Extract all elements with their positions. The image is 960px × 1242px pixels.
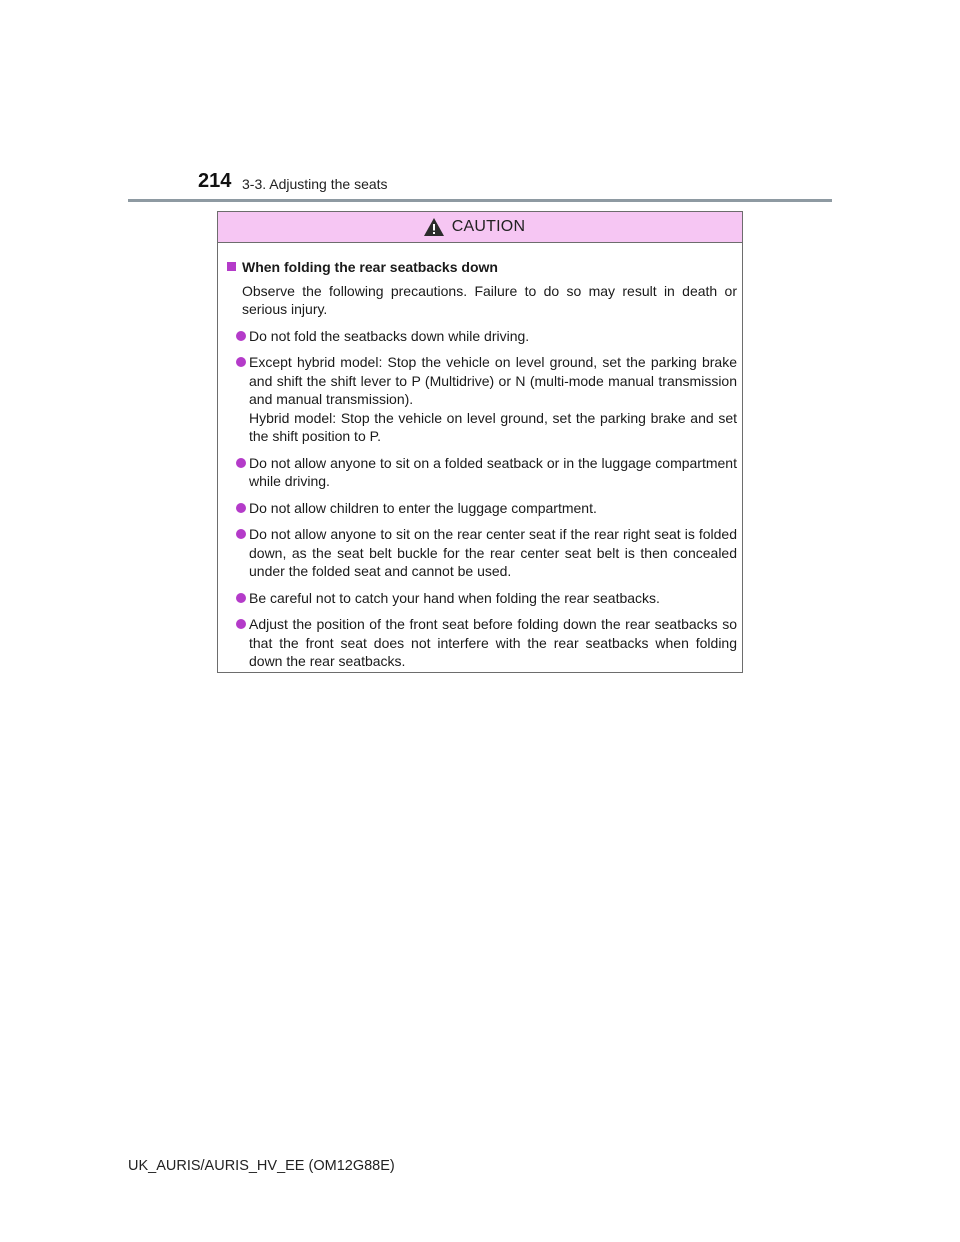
square-bullet-icon [227, 262, 236, 271]
list-item [249, 525, 737, 581]
caution-heading-text: When folding the rear seatbacks down [242, 259, 498, 275]
page-number: 214 [198, 170, 232, 192]
round-bullet-icon [236, 529, 246, 539]
section-title: 3-3. Adjusting the seats [242, 176, 388, 192]
list-item [249, 589, 737, 608]
list-item [249, 454, 737, 491]
page-header [0, 0, 960, 210]
caution-heading [242, 258, 737, 277]
document-code: UK_AURIS/AURIS_HV_EE (OM12G88E) [128, 1158, 395, 1174]
list-item-text: Do not allow children to enter the luggage compartment. [249, 499, 597, 516]
caution-intro: Observe the following precautions. Failure to do so may result in death or serious injury. [242, 282, 737, 317]
caution-body [218, 258, 742, 671]
round-bullet-icon [236, 503, 246, 513]
round-bullet-icon [236, 619, 246, 629]
list-item [249, 499, 737, 518]
round-bullet-icon [236, 458, 246, 468]
round-bullet-icon [236, 357, 246, 367]
list-item-text: Be careful not to catch your hand when folding the rear seatbacks. [249, 589, 660, 606]
round-bullet-icon [236, 593, 246, 603]
list-item [249, 353, 737, 446]
caution-box [217, 211, 743, 673]
list-item-text: Except hybrid model: Stop the vehicle on level ground, set the parking brake and shift the shift lever to P (Multidrive) or N (multi-mode manual transmission and manual transmission). Hybrid model: Stop the vehicle on level ground, set the parking brake and set the shift position to P. [249, 354, 737, 444]
header-divider [128, 199, 832, 202]
caution-header [218, 212, 742, 243]
list-item-text: Do not allow anyone to sit on the rear center seat if the rear right seat is folded down, as the seat belt buckle for the rear center seat belt is then concealed under the folded seat and cannot be used. [249, 526, 737, 579]
precaution-list [218, 327, 737, 671]
list-item [249, 327, 737, 346]
caution-label: CAUTION [451, 218, 526, 235]
list-item-text: Do not allow anyone to sit on a folded seatback or in the luggage compartment while driving. [249, 454, 737, 489]
list-item-text: Adjust the position of the front seat before folding down the rear seatbacks so that the front seat does not interfere with the rear seatbacks when folding down the rear seatbacks. [249, 616, 737, 669]
list-item-text: Do not fold the seatbacks down while driving. [249, 327, 530, 344]
round-bullet-icon [236, 331, 246, 341]
list-item [249, 615, 737, 671]
warning-triangle-icon [423, 217, 445, 237]
